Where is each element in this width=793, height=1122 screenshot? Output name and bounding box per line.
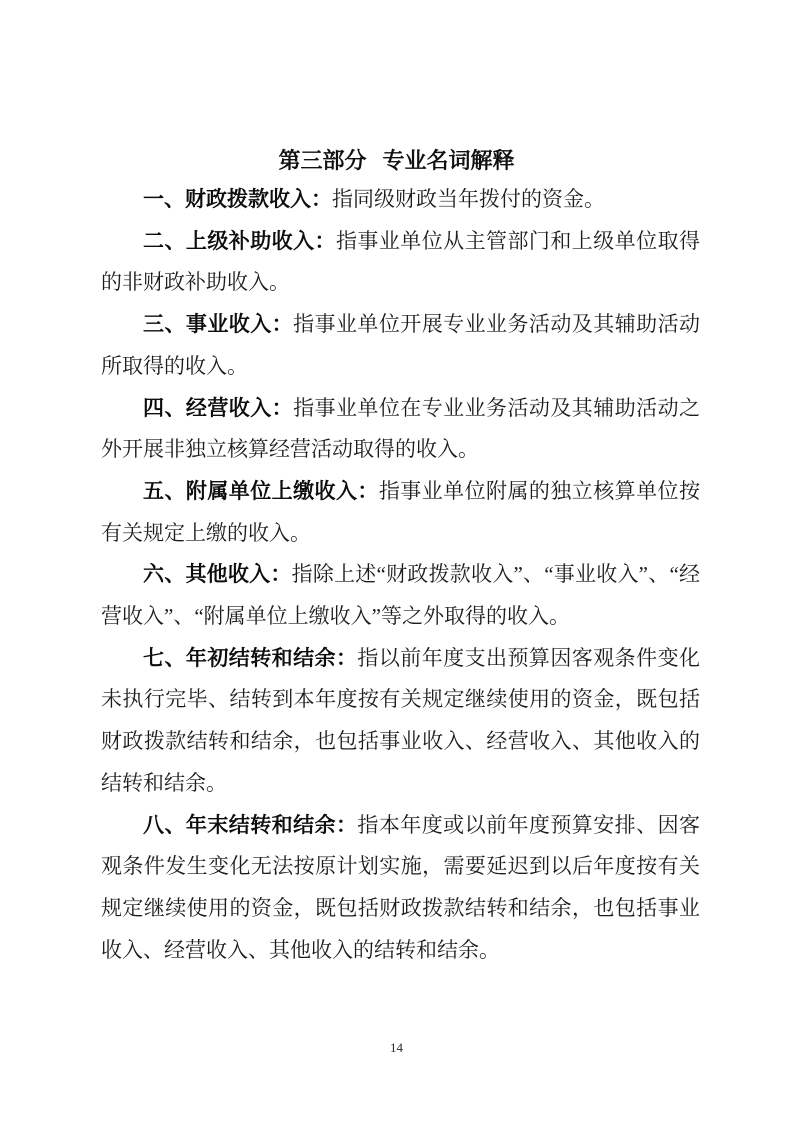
definition-paragraph bbox=[101, 471, 700, 554]
term-label: 八、年末结转和结余： bbox=[143, 812, 358, 837]
definition-text: 指除上述“财政拨款收入”、“事业收入”、“经营收入”、“附属单位上缴收入”等之外取得的收入。 bbox=[101, 562, 701, 629]
term-label: 二、上级补助收入： bbox=[143, 228, 336, 253]
term-label: 七、年初结转和结余： bbox=[143, 645, 358, 670]
definition-paragraph bbox=[101, 554, 700, 637]
definition-text: 指事业单位附属的独立核算单位按有关规定上缴的收入。 bbox=[101, 478, 701, 545]
section-title: 第三部分 专业名词解释 bbox=[278, 148, 515, 173]
definition-text: 指本年度或以前年度预算安排、因客观条件发生变化无法按原计划实施，需要延迟到以后年度按有关规定继续使用的资金，既包括财政拨款结转和结余，也包括事业收入、经营收入、其他收入的结转和结余。 bbox=[101, 812, 701, 962]
definition-text: 指事业单位从主管部门和上级单位取得的非财政补助收入。 bbox=[101, 228, 701, 295]
definition-paragraph bbox=[101, 388, 700, 471]
definition-text: 指事业单位在专业业务活动及其辅助活动之外开展非独立核算经营活动取得的收入。 bbox=[101, 395, 701, 462]
page-number: 14 bbox=[390, 1040, 403, 1055]
definition-text: 指同级财政当年拨付的资金。 bbox=[332, 187, 605, 211]
definition-paragraph bbox=[101, 179, 700, 221]
term-label: 六、其他收入： bbox=[143, 562, 292, 587]
document-body bbox=[101, 179, 700, 971]
term-label: 四、经营收入： bbox=[143, 395, 294, 420]
definition-text: 指事业单位开展专业业务活动及其辅助活动所取得的收入。 bbox=[101, 312, 701, 378]
definition-paragraph bbox=[101, 805, 700, 972]
definition-paragraph bbox=[101, 221, 700, 304]
term-label: 一、财政拨款收入： bbox=[143, 187, 332, 211]
definition-text: 指以前年度支出预算因客观条件变化未执行完毕、结转到本年度按有关规定继续使用的资金，既包括财政拨款结转和结余，也包括事业收入、经营收入、其他收入的结转和结余。 bbox=[101, 645, 701, 795]
definition-paragraph bbox=[101, 304, 700, 387]
term-label: 五、附属单位上缴收入： bbox=[143, 478, 379, 503]
term-label: 三、事业收入： bbox=[143, 312, 294, 337]
definition-paragraph bbox=[101, 638, 700, 805]
